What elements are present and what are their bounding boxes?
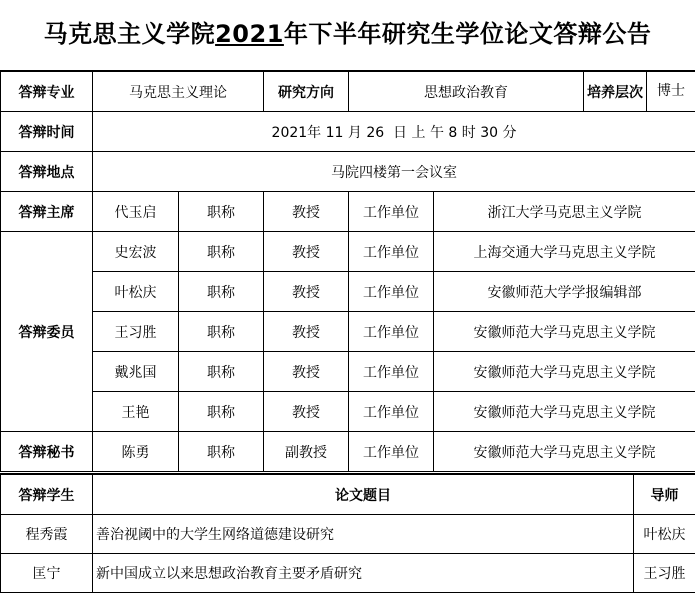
unit-label: 工作单位 bbox=[349, 312, 434, 352]
member-row bbox=[1, 392, 695, 432]
unit-label: 工作单位 bbox=[349, 232, 434, 272]
place-value: 马院四楼第一会议室 bbox=[93, 152, 695, 192]
time-value: 2021年 11 月 26 日 上 午 8 时 30 分 bbox=[93, 112, 695, 152]
member-row bbox=[1, 232, 695, 272]
chair-title: 教授 bbox=[264, 192, 349, 232]
unit-label: 工作单位 bbox=[349, 392, 434, 432]
member-title: 教授 bbox=[264, 352, 349, 392]
thesis-title: 新中国成立以来思想政治教育主要矛盾研究 bbox=[93, 554, 634, 593]
members-label: 答辩委员 bbox=[1, 232, 93, 432]
member-name: 王习胜 bbox=[93, 312, 179, 352]
student-row bbox=[1, 515, 695, 554]
member-title: 教授 bbox=[264, 272, 349, 312]
member-unit: 安徽师范大学马克思主义学院 bbox=[434, 312, 695, 352]
member-name: 戴兆国 bbox=[93, 352, 179, 392]
thesis-title: 善治视阈中的大学生网络道德建设研究 bbox=[93, 515, 634, 554]
place-row bbox=[1, 152, 695, 192]
advisor-header: 导师 bbox=[634, 474, 695, 515]
direction-value: 思想政治教育 bbox=[349, 71, 584, 112]
direction-label: 研究方向 bbox=[264, 71, 349, 112]
title-label: 职称 bbox=[179, 272, 264, 312]
student-name: 匡宁 bbox=[1, 554, 93, 593]
chair-row bbox=[1, 192, 695, 232]
unit-label: 工作单位 bbox=[349, 352, 434, 392]
students-header-row bbox=[1, 474, 695, 515]
unit-label: 工作单位 bbox=[349, 272, 434, 312]
member-row bbox=[1, 352, 695, 392]
member-title: 教授 bbox=[264, 392, 349, 432]
member-unit: 安徽师范大学马克思主义学院 bbox=[434, 352, 695, 392]
page-title: 马克思主义学院2021年下半年研究生学位论文答辩公告 bbox=[0, 14, 695, 49]
advisor-name: 王习胜 bbox=[634, 554, 695, 593]
member-unit: 安徽师范大学学报编辑部 bbox=[434, 272, 695, 312]
major-row bbox=[1, 71, 695, 112]
place-label: 答辩地点 bbox=[1, 152, 93, 192]
secretary-title: 副教授 bbox=[264, 432, 349, 472]
chair-label: 答辩主席 bbox=[1, 192, 93, 232]
member-title: 教授 bbox=[264, 312, 349, 352]
member-unit: 上海交通大学马克思主义学院 bbox=[434, 232, 695, 272]
major-label: 答辩专业 bbox=[1, 71, 93, 112]
title-label: 职称 bbox=[179, 312, 264, 352]
major-value: 马克思主义理论 bbox=[93, 71, 264, 112]
member-title: 教授 bbox=[264, 232, 349, 272]
student-header: 答辩学生 bbox=[1, 474, 93, 515]
secretary-unit: 安徽师范大学马克思主义学院 bbox=[434, 432, 695, 472]
student-name: 程秀霞 bbox=[1, 515, 93, 554]
secretary-name: 陈勇 bbox=[93, 432, 179, 472]
member-name: 王艳 bbox=[93, 392, 179, 432]
member-row bbox=[1, 312, 695, 352]
advisor-name: 叶松庆 bbox=[634, 515, 695, 554]
title-label: 职称 bbox=[179, 432, 264, 472]
time-label: 答辩时间 bbox=[1, 112, 93, 152]
unit-label: 工作单位 bbox=[349, 432, 434, 472]
defense-info-table bbox=[0, 70, 695, 472]
title-label: 职称 bbox=[179, 232, 264, 272]
secretary-row bbox=[1, 432, 695, 472]
member-row bbox=[1, 272, 695, 312]
time-row bbox=[1, 112, 695, 152]
chair-unit: 浙江大学马克思主义学院 bbox=[434, 192, 695, 232]
title-label: 职称 bbox=[179, 352, 264, 392]
title-label: 职称 bbox=[179, 192, 264, 232]
unit-label: 工作单位 bbox=[349, 192, 434, 232]
chair-name: 代玉启 bbox=[93, 192, 179, 232]
member-name: 叶松庆 bbox=[93, 272, 179, 312]
member-name: 史宏波 bbox=[93, 232, 179, 272]
secretary-label: 答辩秘书 bbox=[1, 432, 93, 472]
member-unit: 安徽师范大学马克思主义学院 bbox=[434, 392, 695, 432]
students-table bbox=[0, 473, 695, 593]
thesis-header: 论文题目 bbox=[93, 474, 634, 515]
level-label: 培养层次 bbox=[584, 82, 646, 102]
student-row bbox=[1, 554, 695, 593]
title-label: 职称 bbox=[179, 392, 264, 432]
level-value: 博士 bbox=[646, 72, 695, 111]
